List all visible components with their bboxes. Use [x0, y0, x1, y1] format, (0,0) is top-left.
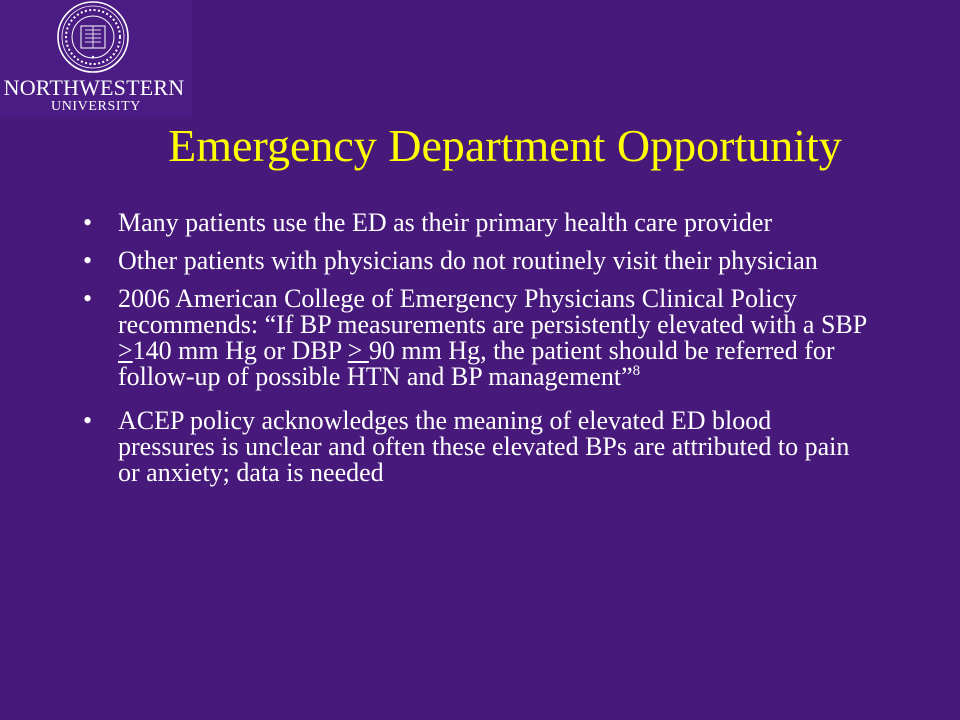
bullet-text-part: 140 mm Hg or DBP [132, 336, 348, 365]
bullet-item [80, 210, 870, 236]
bullet-dot: • [83, 246, 93, 275]
bullet-dot: • [83, 406, 93, 435]
bullet-text: ACEP policy acknowledges the meaning of elevated ED blood pressures is unclear and often these elevated BPs are attributed to pain or anxiety; data is needed [118, 406, 850, 487]
reference-number: 8 [632, 363, 641, 379]
bullet-text-part: 90 mm Hg, the patient should be referred for follow-up of possible HTN and BP management” [118, 336, 835, 391]
bullet-item [80, 248, 870, 274]
bullet-item [80, 286, 870, 390]
bullet-dot: • [83, 208, 93, 237]
slide-title: Emergency Department Opportunity [168, 120, 842, 171]
bullet-dot: • [83, 284, 93, 313]
logo-subtitle: UNIVERSITY [51, 99, 141, 114]
greater-equal-symbol: > [118, 336, 133, 365]
bullet-text-part: 2006 American College of Emergency Physicians Clinical Policy recommends: “If BP measurements are persistently elevated with a SBP [118, 284, 867, 339]
logo-wordmark: NORTHWESTERN [3, 75, 185, 100]
northwestern-seal-icon [56, 0, 130, 74]
greater-equal-symbol: > [347, 336, 369, 365]
bullet-text: Many patients use the ED as their primary health care provider [118, 208, 773, 237]
bullet-text [118, 284, 866, 391]
bullet-text: Other patients with physicians do not routinely visit their physician [118, 246, 818, 275]
university-logo [0, 0, 192, 116]
bullet-item [80, 408, 870, 486]
bullet-list [80, 210, 870, 498]
